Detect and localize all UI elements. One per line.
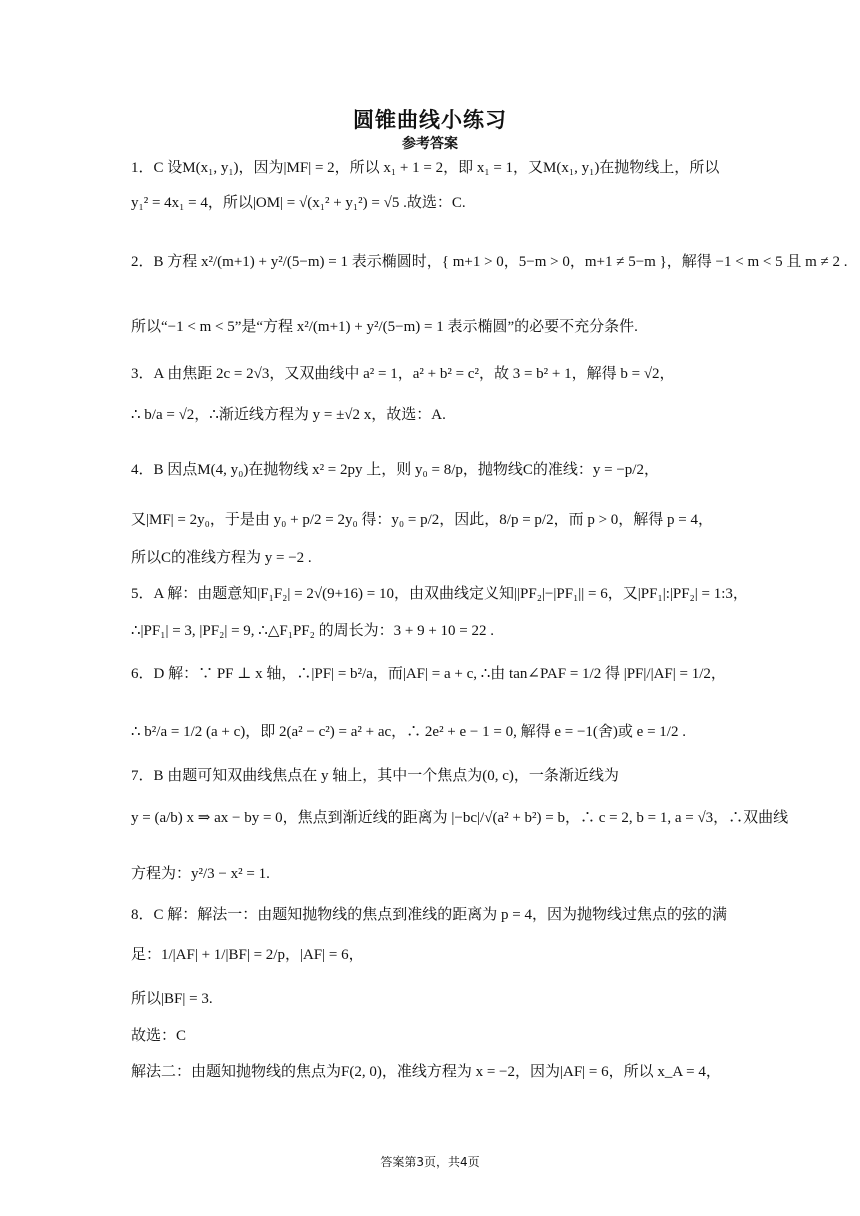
answer-line: 1．C 设M(x₁, y₁)，因为|MF| = 2，所以 x₁ + 1 = 2，即 x₁ = 1，又M(x₁, y₁)在抛物线上，所以	[131, 160, 720, 176]
answer-line: 所以C的准线方程为 y = −2 .	[131, 550, 312, 566]
answer-line: 又|MF| = 2y₀，于是由 y₀ + p/2 = 2y₀ 得：y₀ = p/2，因此，8/p = p/2，而 p > 0，解得 p = 4，	[131, 512, 713, 528]
answer-line: 所以|BF| = 3.	[131, 991, 213, 1007]
answer-line: 所以“−1 < m < 5”是“方程 x²/(m+1) + y²/(5−m) = 1 表示椭圆”的必要不充分条件.	[131, 319, 638, 335]
answer-line: 解法二：由题知抛物线的焦点为F(2, 0)，准线方程为 x = −2，因为|AF| = 6，所以 x_A = 4，	[131, 1064, 721, 1080]
page-subtitle: 参考答案	[402, 136, 458, 152]
answer-line: 5．A 解：由题意知|F₁F₂| = 2√(9+16) = 10，由双曲线定义知||PF₂|−|PF₁|| = 6，又|PF₁|:|PF₂| = 1:3，	[131, 586, 748, 602]
answer-line: 4．B 因点M(4, y₀)在抛物线 x² = 2py 上，则 y₀ = 8/p，抛物线C的准线：y = −p/2，	[131, 462, 659, 478]
answer-line: 3．A 由焦距 2c = 2√3，又双曲线中 a² = 1，a² + b² = c²，故 3 = b² + 1，解得 b = √2，	[131, 366, 675, 382]
page-footer: 答案第3页，共4页	[380, 1155, 480, 1169]
answer-line: 6．D 解：∵ PF ⊥ x 轴，∴|PF| = b²/a，而|AF| = a + c, ∴由 tan∠PAF = 1/2 得 |PF|/|AF| = 1/2，	[131, 666, 726, 682]
answer-line: ∴|PF₁| = 3, |PF₂| = 9, ∴△F₁PF₂ 的周长为：3 + 9 + 10 = 22 .	[131, 623, 494, 639]
answer-line: 足：1/|AF| + 1/|BF| = 2/p，|AF| = 6，	[131, 947, 364, 963]
answer-line: 7．B 由题可知双曲线焦点在 y 轴上，其中一个焦点为(0, c)，一条渐近线为	[131, 768, 619, 784]
answer-line: y = (a/b) x ⇒ ax − by = 0，焦点到渐近线的距离为 |−bc|/√(a² + b²) = b，∴ c = 2, b = 1, a = √3，∴双曲线	[131, 810, 789, 826]
answer-line: ∴ b/a = √2，∴渐近线方程为 y = ±√2 x，故选：A.	[131, 407, 446, 423]
answer-line: 2．B 方程 x²/(m+1) + y²/(5−m) = 1 表示椭圆时，{ m+1 > 0，5−m > 0，m+1 ≠ 5−m }，解得 −1 < m < 5 且 m ≠ 2 .	[131, 254, 848, 270]
answer-line: 故选：C	[131, 1028, 187, 1044]
answer-line: ∴ b²/a = 1/2 (a + c)，即 2(a² − c²) = a² + ac，∴ 2e² + e − 1 = 0, 解得 e = −1(舍)或 e = 1/2 .	[131, 724, 686, 740]
answer-line: y₁² = 4x₁ = 4，所以|OM| = √(x₁² + y₁²) = √5 .故选：C.	[131, 195, 466, 211]
answer-line: 方程为：y²/3 − x² = 1.	[131, 866, 270, 882]
answer-line: 8．C 解：解法一：由题知抛物线的焦点到准线的距离为 p = 4，因为抛物线过焦点的弦的满	[131, 907, 727, 923]
page-title: 圆锥曲线小练习	[353, 108, 507, 132]
